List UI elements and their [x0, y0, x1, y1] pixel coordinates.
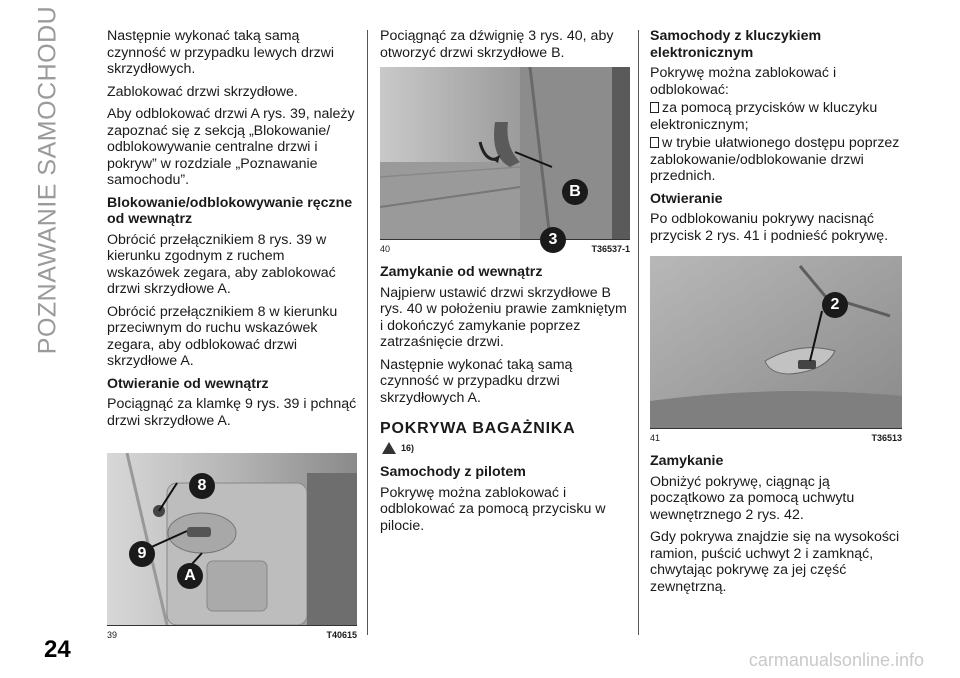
- figure-41-caption: [650, 429, 902, 443]
- page-number: 24: [44, 636, 71, 663]
- column-2: [380, 28, 630, 540]
- column-divider: [638, 30, 639, 635]
- bullet-item: za pomocą przycisków w kluczyku elektronicznym;: [650, 100, 878, 133]
- paragraph: Pociągnąć za dźwignię 3 rys. 40, aby otworzyć drzwi skrzydłowe B.: [380, 28, 614, 61]
- figure-39: [107, 453, 357, 626]
- callout-2: 2: [822, 292, 848, 318]
- subheading: Zamykanie od wewnątrz: [380, 264, 543, 280]
- paragraph: Obniżyć pokrywę, ciągnąc ją początkowo za pomocą uchwytu wewnętrznego 2 rys. 42.: [650, 473, 855, 523]
- subheading: Otwieranie: [650, 190, 723, 207]
- checkbox-bullet-icon: [650, 137, 659, 148]
- subheading: Otwieranie od wewnątrz: [107, 375, 269, 392]
- callout-3: 3: [540, 227, 566, 253]
- paragraph: Aby odblokować drzwi A rys. 39, należy zapoznać się z sekcją „Blokowanie/ odblokowywanie centralne drzwi i pokryw” w rozdziale „Poznawanie samochodu”.: [107, 106, 355, 188]
- paragraph: Następnie wykonać taką samą czynność w przypadku lewych drzwi skrzydłowych.: [107, 28, 335, 77]
- paragraph: Zablokować drzwi skrzydłowe.: [107, 83, 298, 100]
- warning-reference: 16): [382, 442, 630, 454]
- section-heading: POKRYWA BAGAŻNIKA: [380, 420, 576, 437]
- figure-code: T40615: [326, 630, 357, 640]
- checkbox-bullet-icon: [650, 102, 659, 113]
- paragraph: Gdy pokrywa znajdzie się na wysokości ramion, puścić uchwyt 2 i zamknąć, chwytając pokrywę za jej część zewnętrzną.: [650, 529, 900, 595]
- figure-39-image: [107, 453, 357, 625]
- column-1: [107, 28, 357, 650]
- callout-8: 8: [189, 473, 215, 499]
- figure-40-caption: [380, 240, 630, 254]
- figure-39-caption: [107, 626, 357, 640]
- watermark: carmanualsonline.info: [748, 650, 924, 670]
- paragraph: Obrócić przełącznikiem 8 rys. 39 w kierunku zgodnym z ruchem wskazówek zegara, aby zablokować drzwi skrzydłowe A.: [107, 231, 336, 297]
- warning-triangle-icon: [382, 442, 396, 454]
- figure-number: 39: [107, 630, 118, 640]
- paragraph: Najpierw ustawić drzwi skrzydłowe B rys. 40 w położeniu prawie zamkniętym i dokończyć zamykanie poprzez zatrzaśnięcie drzwi.: [380, 284, 627, 350]
- paragraph: Obrócić przełącznikiem 8 w kierunku przeciwnym do ruchu wskazówek zegara, aby odblokować drzwi skrzydłowe A.: [107, 303, 338, 369]
- figure-number: 40: [380, 244, 391, 254]
- chapter-side-title: POZNAWANIE SAMOCHODU: [33, 5, 62, 355]
- paragraph: Po odblokowaniu pokrywy nacisnąć przycisk 2 rys. 41 i podnieść pokrywę.: [650, 211, 889, 244]
- figure-number: 41: [650, 433, 661, 443]
- paragraph: Pokrywę można zablokować i odblokować za pomocą przycisku w pilocie.: [380, 484, 606, 534]
- paragraph: Następnie wykonać taką samą czynność w przypadku drzwi skrzydłowych A.: [380, 356, 573, 406]
- column-3: [650, 28, 902, 601]
- figure-code: T36537-1: [591, 244, 630, 254]
- figure-code: T36513: [871, 433, 902, 443]
- callout-A: A: [177, 563, 203, 589]
- subheading: Samochody z kluczykiem elektronicznym: [650, 28, 822, 61]
- callout-B: B: [562, 179, 588, 205]
- callout-9: 9: [129, 541, 155, 567]
- figure-41-image: [650, 256, 902, 428]
- paragraph: Pokrywę można zablokować i odblokować:: [650, 65, 837, 98]
- paragraph: Pociągnąć za klamkę 9 rys. 39 i pchnąć drzwi skrzydłowe A.: [107, 396, 357, 429]
- subheading: Zamykanie: [650, 453, 724, 469]
- subheading: Samochody z pilotem: [380, 464, 526, 480]
- bullet-item: w trybie ułatwionego dostępu poprzez zablokowanie/odblokowanie drzwi przednich.: [650, 135, 900, 184]
- figure-40-image: [380, 67, 630, 239]
- figure-40: [380, 67, 630, 248]
- column-divider: [367, 30, 368, 635]
- subheading: Blokowanie/odblokowywanie ręczne od wewnątrz: [107, 194, 353, 227]
- figure-41: [650, 256, 902, 429]
